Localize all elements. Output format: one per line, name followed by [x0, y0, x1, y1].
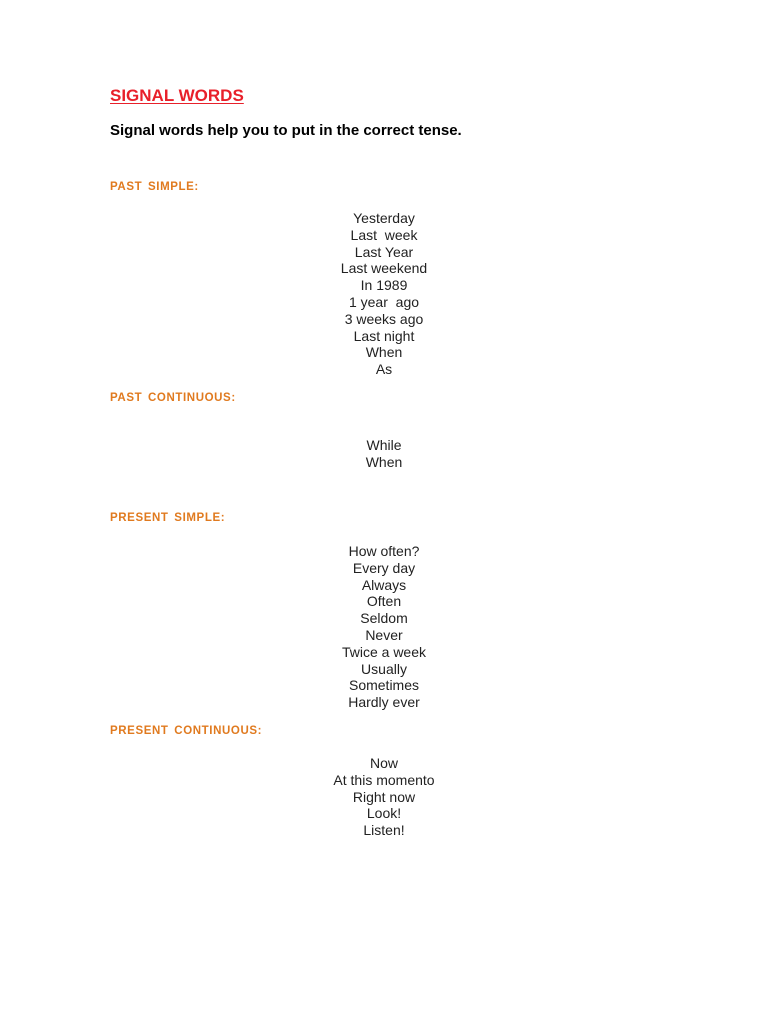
list-item: Every day — [352, 559, 416, 576]
list-item: While — [366, 437, 402, 453]
list-item: Last night — [353, 327, 415, 344]
section-heading-present-simple: PRESENT SIMPLE: — [110, 512, 226, 524]
intro-text: Signal words help you to put in the correct tense. — [110, 122, 462, 139]
list-item: Listen! — [363, 822, 405, 839]
word-list-present-continuous — [234, 755, 534, 839]
list-item: Never — [365, 626, 403, 643]
list-item: In 1989 — [360, 277, 408, 294]
section-heading-past-simple: PAST SIMPLE: — [110, 181, 199, 193]
list-item: Last Year — [354, 243, 414, 260]
list-item: When — [365, 453, 403, 470]
section-heading-present-continuous: PRESENT CONTINUOUS: — [110, 725, 263, 737]
list-item: Look! — [366, 805, 402, 822]
list-item: Now — [369, 755, 398, 771]
list-item: Hardly ever — [348, 694, 420, 711]
list-item: How often? — [348, 543, 420, 559]
word-list-past-simple — [234, 210, 534, 378]
list-item: 3 weeks ago — [344, 310, 424, 327]
list-item: 1 year ago — [348, 293, 420, 310]
list-item: At this momento — [333, 771, 435, 788]
list-item: Last weekend — [340, 260, 428, 277]
section-heading-past-continuous: PAST CONTINUOUS: — [110, 392, 236, 404]
word-list-present-simple — [234, 543, 534, 711]
word-list-past-continuous — [234, 437, 534, 471]
list-item: Right now — [352, 788, 416, 805]
list-item: Usually — [361, 660, 407, 677]
list-item: Last week — [350, 226, 418, 243]
list-item: As — [375, 361, 393, 378]
list-item: Seldom — [360, 610, 408, 627]
list-item: Always — [361, 576, 407, 593]
list-item: Often — [366, 593, 402, 610]
page-title: SIGNAL WORDS — [110, 86, 244, 105]
list-item: Twice a week — [341, 643, 427, 660]
list-item: Yesterday — [353, 210, 415, 226]
list-item: Sometimes — [348, 677, 420, 694]
list-item: When — [365, 344, 403, 361]
